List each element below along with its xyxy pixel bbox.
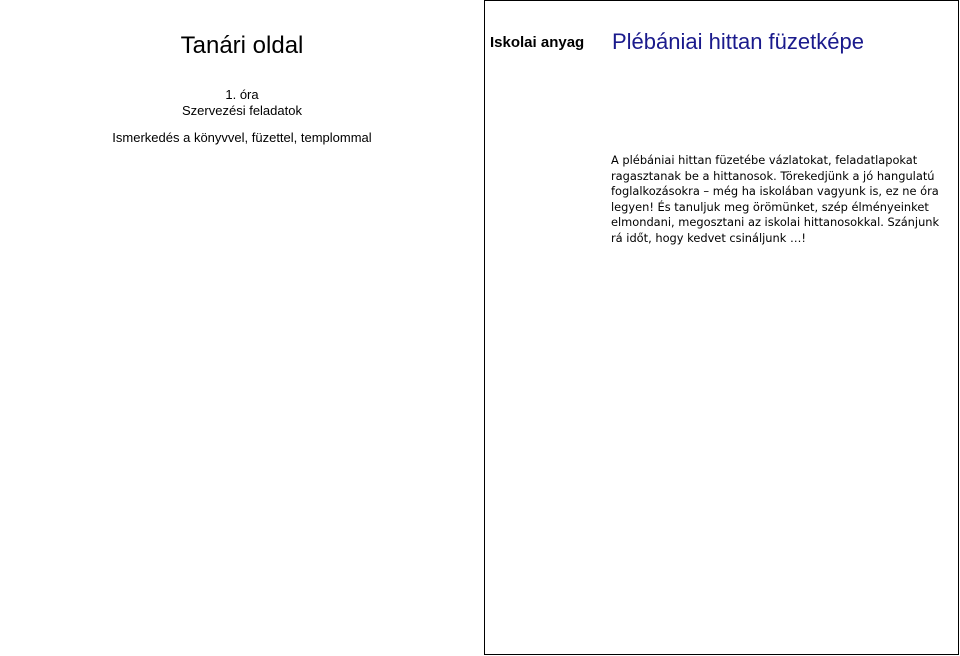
section-label: Iskolai anyag [490, 34, 585, 51]
lesson-subtitle: Szervezési feladatok [182, 103, 302, 118]
material-page-column [484, 0, 959, 655]
lesson-number: 1. óra [225, 87, 259, 102]
section-title: Plébániai hittan füzetképe [612, 29, 864, 54]
lesson-header [0, 87, 484, 119]
intro-paragraph [611, 153, 951, 246]
lesson-topic: Ismerkedés a könyvvel, füzettel, templommal [112, 130, 372, 145]
intro-text: A plébániai hittan füzetébe vázlatokat, feladatlapokat ragasztanak be a hittanosok. Törekedjünk a jó hangulatú foglalkozásokra – még ha iskolában vagyunk is, ez ne óra legyen! És tanuljuk meg örömünket, szép élményeinket elmondani, megosztani az iskolai hittanosokkal. Szánjunk rá időt, hogy kedvet csináljunk …! [611, 153, 940, 245]
page-title: Tanári oldal [180, 32, 304, 59]
